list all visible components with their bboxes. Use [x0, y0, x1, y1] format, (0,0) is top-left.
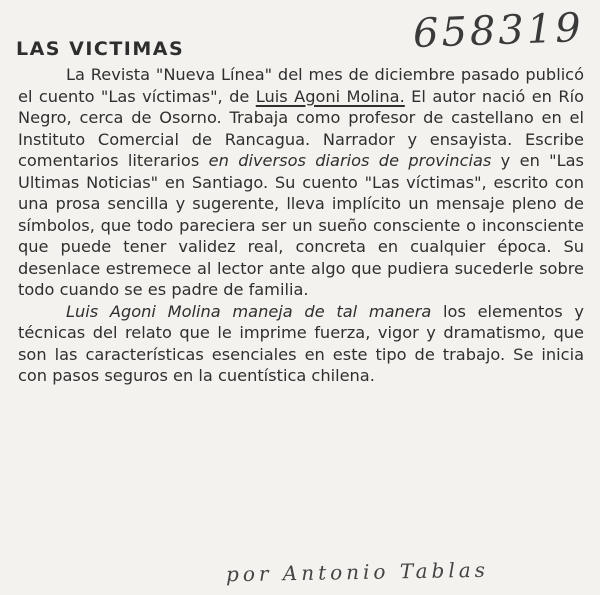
- article-body: [18, 64, 584, 387]
- article-paragraph-1: [18, 64, 584, 301]
- paragraph-2-text: los elementos y técnicas del relato que le imprime fuerza, vigor y dramatismo, que son las características esenciales en este tipo de trabajo. Se inicia con pasos seguros en la cuentística chilena.: [18, 301, 584, 385]
- article-paragraph-2: [18, 301, 584, 387]
- handwritten-signature: por Antonio Tablas: [225, 557, 490, 587]
- author-name-underlined: Luis Agoni Molina.: [255, 86, 405, 106]
- article-headline: LAS VICTIMAS: [16, 38, 185, 60]
- handwritten-catalog-number: 658319: [412, 5, 585, 57]
- paragraph-1-text-b: El autor nació en Río Negro, cerca de Osorno. Trabaja como profesor de castellano en el Instituto Comercial de Rancagua. Narrador y ensayista. Escribe comentarios literarios: [18, 86, 585, 170]
- paragraph-1-italic-text: en diversos diarios de provincias: [208, 151, 492, 170]
- paragraph-2-italic-text: Luis Agoni Molina maneja de tal manera: [66, 301, 432, 321]
- paragraph-1-text-a: La Revista "Nueva Línea" del mes de diciembre pasado publicó el cuento "Las víctimas", de: [18, 65, 584, 106]
- paragraph-1-text-c: y en "Las Ultimas Noticias" en Santiago. Su cuento "Las víctimas", escrito con una prosa sencilla y sugerente, lleva implícito un mensaje pleno de símbolos, que todo pareciera ser un sueño consciente o inconsciente que puede tener validez real, concreta en cualquier época. Su desenlace estremece al lector ante algo que pudiera sucederle sobre todo cuando se es padre de familia.: [18, 151, 584, 299]
